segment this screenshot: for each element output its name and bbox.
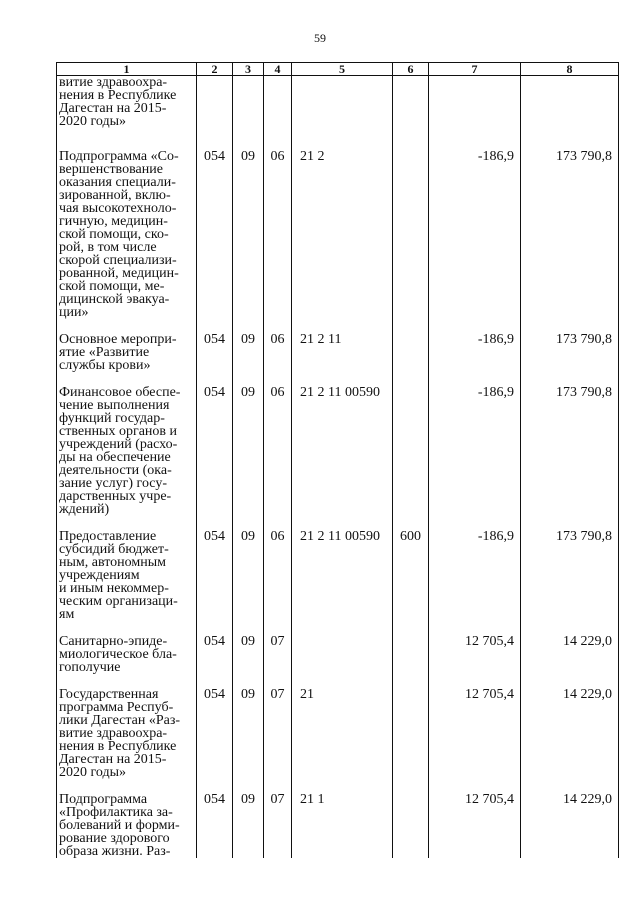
target-article-cell: 21 2 11 — [292, 333, 393, 386]
section-code-cell: 09 — [233, 688, 264, 793]
column-header: 7 — [429, 63, 521, 76]
target-article-cell — [292, 635, 393, 688]
table-row — [57, 76, 619, 151]
total-amount-cell: 14 229,0 — [521, 635, 619, 688]
section-code-cell: 09 — [233, 150, 264, 333]
change-amount-cell — [429, 76, 521, 151]
ministry-code-cell: 054 — [197, 530, 233, 635]
total-amount-cell: 173 790,8 — [521, 386, 619, 530]
row-name-cell: Подпрограмма «Со- вершенствование оказания специали- зированной, вклю- чая высокотехноло- гичную, медицин- ской помощи, ско- рой, в том числе скорой специализи- рованной, медицин- ской помощи, ме- дицинской эвакуа- ции» — [57, 150, 197, 333]
column-header: 3 — [233, 63, 264, 76]
row-name-cell: Подпрограмма «Профилактика за- болеваний и форми- рование здорового образа жизни. Раз- — [57, 793, 197, 858]
table-row — [57, 635, 619, 688]
column-header: 4 — [264, 63, 292, 76]
row-name-cell: витие здравоохра- нения в Республике Дагестан на 2015- 2020 годы» — [57, 76, 197, 151]
subsection-code-cell: 06 — [264, 386, 292, 530]
section-code-cell: 09 — [233, 333, 264, 386]
column-header: 8 — [521, 63, 619, 76]
target-article-cell: 21 2 11 00590 — [292, 530, 393, 635]
column-header: 2 — [197, 63, 233, 76]
column-header: 6 — [393, 63, 429, 76]
table-row — [57, 150, 619, 333]
section-code-cell: 09 — [233, 530, 264, 635]
change-amount-cell: 12 705,4 — [429, 688, 521, 793]
expense-type-cell — [393, 635, 429, 688]
total-amount-cell — [521, 76, 619, 151]
subsection-code-cell: 07 — [264, 635, 292, 688]
total-amount-cell: 14 229,0 — [521, 688, 619, 793]
table-row — [57, 333, 619, 386]
expense-type-cell: 600 — [393, 530, 429, 635]
ministry-code-cell: 054 — [197, 386, 233, 530]
table-row — [57, 688, 619, 793]
section-code-cell: 09 — [233, 635, 264, 688]
table-row — [57, 386, 619, 530]
expense-type-cell — [393, 333, 429, 386]
change-amount-cell: -186,9 — [429, 530, 521, 635]
row-name-cell: Финансовое обеспе- чение выполнения функций государ- ственных органов и учреждений (расхо- ды на обеспечение деятельности (ока- зание услуг) госу- дарственных учре- ждений) — [57, 386, 197, 530]
ministry-code-cell: 054 — [197, 333, 233, 386]
ministry-code-cell: 054 — [197, 635, 233, 688]
subsection-code-cell: 06 — [264, 530, 292, 635]
expense-type-cell — [393, 76, 429, 151]
subsection-code-cell: 07 — [264, 793, 292, 858]
row-name-cell: Государственная программа Респуб- лики Дагестан «Раз- витие здравоохра- нения в Республике Дагестан на 2015- 2020 годы» — [57, 688, 197, 793]
target-article-cell: 21 1 — [292, 793, 393, 858]
total-amount-cell: 173 790,8 — [521, 333, 619, 386]
target-article-cell: 21 2 — [292, 150, 393, 333]
ministry-code-cell: 054 — [197, 793, 233, 858]
change-amount-cell: 12 705,4 — [429, 635, 521, 688]
target-article-cell — [292, 76, 393, 151]
total-amount-cell: 173 790,8 — [521, 530, 619, 635]
section-code-cell: 09 — [233, 793, 264, 858]
page-number: 59 — [314, 31, 326, 45]
subsection-code-cell: 06 — [264, 150, 292, 333]
change-amount-cell: -186,9 — [429, 150, 521, 333]
table-row — [57, 530, 619, 635]
ministry-code-cell: 054 — [197, 688, 233, 793]
section-code-cell — [233, 76, 264, 151]
expense-type-cell — [393, 150, 429, 333]
ministry-code-cell — [197, 76, 233, 151]
row-name-cell: Санитарно-эпиде- миологическое бла- гополучие — [57, 635, 197, 688]
change-amount-cell: -186,9 — [429, 333, 521, 386]
target-article-cell: 21 — [292, 688, 393, 793]
ministry-code-cell: 054 — [197, 150, 233, 333]
expense-type-cell — [393, 386, 429, 530]
column-header: 1 — [57, 63, 197, 76]
header-row — [57, 63, 619, 76]
table-row — [57, 793, 619, 858]
total-amount-cell: 14 229,0 — [521, 793, 619, 858]
expense-type-cell — [393, 688, 429, 793]
expense-type-cell — [393, 793, 429, 858]
row-name-cell: Основное меропри- ятие «Развитие службы крови» — [57, 333, 197, 386]
subsection-code-cell: 07 — [264, 688, 292, 793]
section-code-cell: 09 — [233, 386, 264, 530]
change-amount-cell: 12 705,4 — [429, 793, 521, 858]
budget-table — [56, 62, 619, 858]
target-article-cell: 21 2 11 00590 — [292, 386, 393, 530]
total-amount-cell: 173 790,8 — [521, 150, 619, 333]
change-amount-cell: -186,9 — [429, 386, 521, 530]
subsection-code-cell — [264, 76, 292, 151]
subsection-code-cell: 06 — [264, 333, 292, 386]
column-header: 5 — [292, 63, 393, 76]
row-name-cell: Предоставление субсидий бюджет- ным, автономным учреждениям и иным некоммер- ческим организаци- ям — [57, 530, 197, 635]
